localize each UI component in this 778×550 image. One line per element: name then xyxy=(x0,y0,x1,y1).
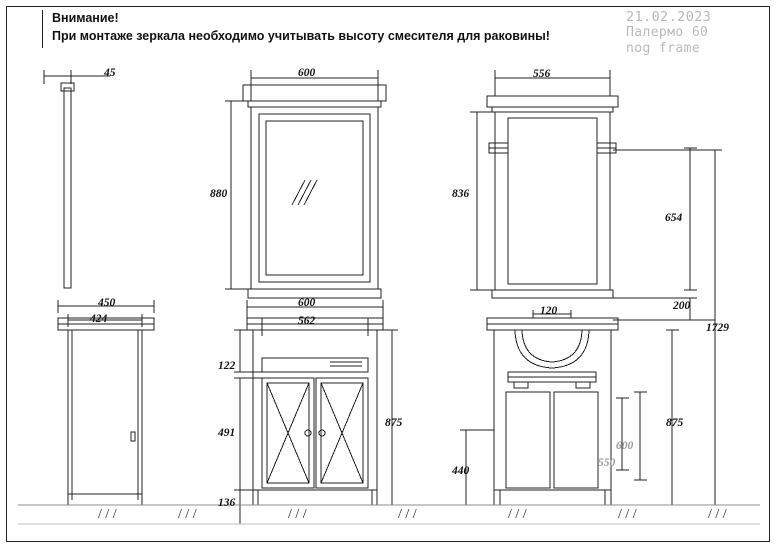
dim-plinth: 136 xyxy=(218,497,236,509)
dim-cabinet-height-front: 875 xyxy=(385,417,403,429)
warning-note-title: Внимание! xyxy=(52,11,119,25)
dim-mirror-glass-height: 836 xyxy=(452,188,470,200)
model-variant: nog frame xyxy=(626,41,701,56)
dim-top-gap: 122 xyxy=(218,360,236,372)
dim-gap-to-counter: 200 xyxy=(673,300,691,312)
title-block xyxy=(626,9,756,57)
warning-note-text: При монтаже зеркала необходимо учитывать высоту смесителя для раковины! xyxy=(52,29,550,43)
dim-shelf-height: 440 xyxy=(452,465,470,477)
dim-inner-600: 600 xyxy=(616,440,634,452)
floor-hatch-6: / / / xyxy=(618,507,637,522)
floor-hatch-3: / / / xyxy=(288,507,307,522)
dim-mirror-width: 600 xyxy=(298,67,316,79)
model-name: Палермо 60 xyxy=(626,25,709,40)
dim-mirror-body-width: 556 xyxy=(533,68,551,80)
dim-mirror-height: 880 xyxy=(210,188,228,200)
drawing-date: 21.02.2023 xyxy=(626,9,712,25)
floor-hatch-5: / / / xyxy=(508,507,527,522)
dim-tap-hole: 120 xyxy=(540,305,558,317)
floor-hatch-4: / / / xyxy=(398,507,417,522)
dim-total-height: 1729 xyxy=(706,322,729,334)
dim-glass-clear-height: 654 xyxy=(665,212,683,224)
sheet-border xyxy=(6,6,770,542)
floor-hatch-7: / / / xyxy=(708,507,727,522)
warning-note xyxy=(42,10,642,48)
floor-hatch-1: / / / xyxy=(98,507,117,522)
dim-sink-width: 562 xyxy=(298,315,316,327)
dim-cabinet-depth: 424 xyxy=(90,313,108,325)
dim-cabinet-width: 600 xyxy=(298,297,316,309)
dim-mixer-offset: 45 xyxy=(104,67,116,79)
dim-inner-550: 550 xyxy=(598,457,616,469)
floor-hatch-2: / / / xyxy=(178,507,197,522)
dim-door-height: 491 xyxy=(218,427,236,439)
dim-cabinet-height-right: 875 xyxy=(666,417,684,429)
dim-counter-depth: 450 xyxy=(98,297,116,309)
